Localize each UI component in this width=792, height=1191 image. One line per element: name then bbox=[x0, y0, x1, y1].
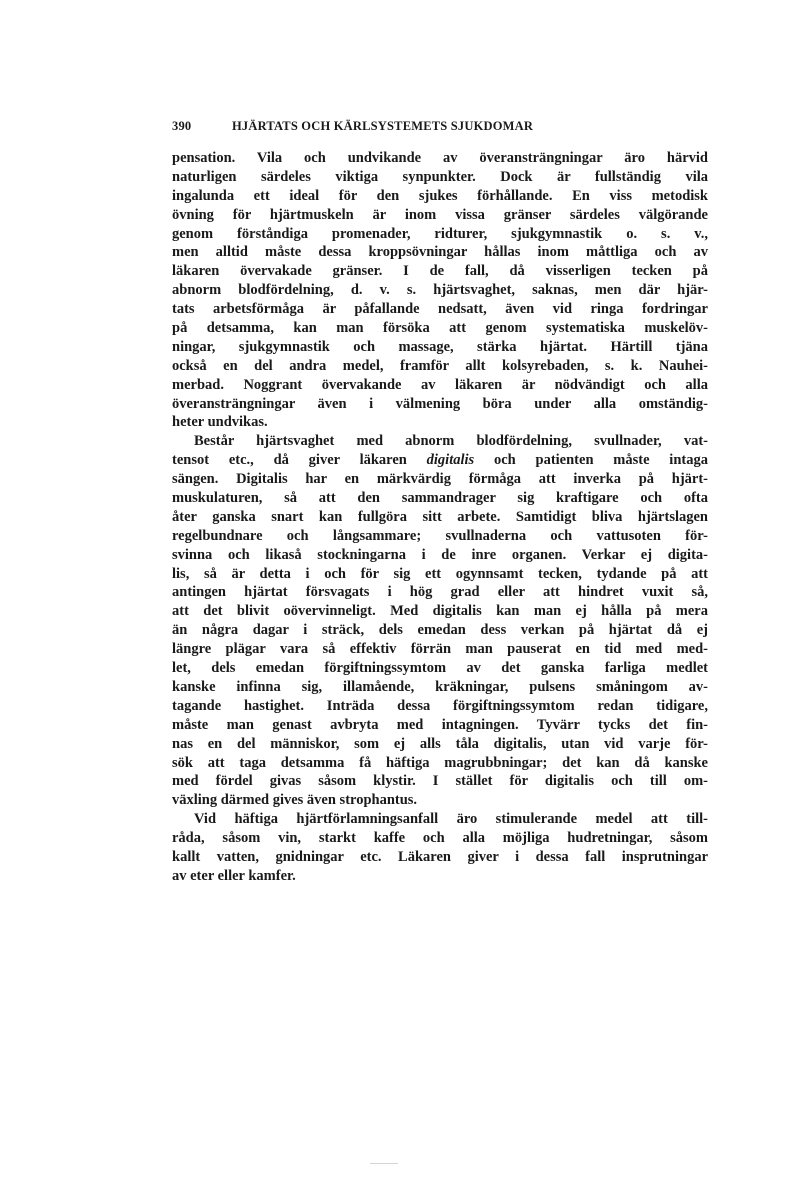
text-line: råda, såsom vin, starkt kaffe och alla möjliga hudretningar, såsom bbox=[172, 830, 708, 847]
text-line: regelbundnare och långsammare; svullnaderna och vattusoten för- bbox=[172, 527, 708, 544]
text-line: överansträngningar även i välmening böra under alla omständig- bbox=[172, 395, 708, 412]
text-line: växling därmed gives även strophantus. bbox=[172, 792, 418, 809]
paragraph bbox=[172, 810, 708, 886]
text-line: måste man genast avbryta med intagningen. Tyvärr tycks det fin- bbox=[172, 716, 708, 733]
text-line: också en del andra medel, framför allt kolsyrebaden, s. k. Nauhei- bbox=[172, 357, 708, 374]
text-line: merbad. Noggrant övervakande av läkaren är nödvändigt och alla bbox=[172, 376, 708, 393]
text-line: på detsamma, kan man försöka att genom systematiska muskelöv- bbox=[172, 320, 708, 337]
text-line: kanske infinna sig, illamående, kräkningar, pulsens småningom av- bbox=[172, 678, 708, 695]
text-line: nas en del människor, som ej alls tåla digitalis, utan vid varje för- bbox=[172, 735, 708, 752]
italic-term: digitalis bbox=[426, 452, 475, 469]
text-line: men alltid måste dessa kroppsövningar hållas inom måttliga och av bbox=[172, 244, 708, 261]
text-line: av eter eller kamfer. bbox=[172, 867, 296, 884]
text-line: tagande hastighet. Inträda dessa förgiftningssymtom redan tidigare, bbox=[172, 697, 708, 714]
text-line: tats arbetsförmåga är påfallande nedsatt, även vid ringa fordringar bbox=[172, 301, 708, 318]
text-line: heter undvikas. bbox=[172, 414, 268, 431]
text-line: tensot etc., då giver läkaren digitalis och patienten måste intaga bbox=[172, 452, 708, 469]
paragraph bbox=[172, 432, 708, 810]
text-line: längre plägar vara så effektiv förrän man pauserat en tid med med- bbox=[172, 641, 708, 658]
text-line: kallt vatten, gnidningar etc. Läkaren giver i dessa fall insprutningar bbox=[172, 848, 708, 865]
text-line: pensation. Vila och undvikande av överansträngningar äro härvid bbox=[172, 150, 708, 166]
text-line: åter ganska snart kan fullgöra sitt arbete. Samtidigt bliva hjärtslagen bbox=[172, 508, 708, 525]
text-line: att det blivit oövervinneligt. Med digitalis kan man ej hålla på mera bbox=[172, 603, 708, 620]
text-line: muskulaturen, så att den sammandrager sig kraftigare och ofta bbox=[172, 490, 708, 507]
text-line: läkaren övervakade gränser. I de fall, då visserligen tecken på bbox=[172, 263, 708, 280]
scan-mark bbox=[370, 1163, 398, 1164]
text-line: övning för hjärtmuskeln är inom vissa gränser särdeles välgörande bbox=[172, 206, 708, 223]
text-line: antingen hjärtat försvagats i hög grad eller att hindret vuxit så, bbox=[172, 584, 708, 601]
page-header bbox=[172, 119, 712, 137]
body-text bbox=[172, 149, 708, 886]
text-line: ningar, sjukgymnastik och massage, stärka hjärtat. Härtill tjäna bbox=[172, 338, 708, 355]
text-line: än några dagar i sträck, dels emedan dess verkan på hjärtat då ej bbox=[172, 622, 708, 639]
text-line: med fördel givas såsom klystir. I stället för digitalis och till om- bbox=[172, 773, 708, 790]
running-title: HJÄRTATS OCH KÄRLSYSTEMETS SJUKDOMAR bbox=[232, 119, 534, 133]
text-line: sök att taga detsamma få häftiga magrubbningar; det kan då kanske bbox=[172, 754, 708, 771]
text-line: abnorm blodfördelning, d. v. s. hjärtsvaghet, saknas, men där hjär- bbox=[172, 282, 708, 299]
paragraph bbox=[172, 149, 708, 432]
text-line: lis, så är detta i och för sig ett ogynnsamt tecken, tydande på att bbox=[172, 565, 708, 582]
page-number: 390 bbox=[172, 119, 192, 133]
text-line: let, dels emedan förgiftningssymtom av det ganska farliga medlet bbox=[172, 660, 708, 677]
text-line: naturligen särdeles viktiga synpunkter. Dock är fullständig vila bbox=[172, 168, 708, 185]
text-line: ingalunda ett ideal för den sjukes förhållande. En viss metodisk bbox=[172, 187, 708, 204]
text-line: Består hjärtsvaghet med abnorm blodfördelning, svullnader, vat- bbox=[194, 433, 708, 450]
text-line: svinna och likaså stockningarna i de inre organen. Verkar ej digita- bbox=[172, 546, 708, 563]
scan-speckles bbox=[115, 27, 255, 29]
text-line: sängen. Digitalis har en märkvärdig förmåga att inverka på hjärt- bbox=[172, 471, 708, 488]
text-line: Vid häftiga hjärtförlamningsanfall äro stimulerande medel att till- bbox=[194, 811, 708, 828]
text-line: genom förståndiga promenader, ridturer, sjukgymnastik o. s. v., bbox=[172, 225, 708, 242]
